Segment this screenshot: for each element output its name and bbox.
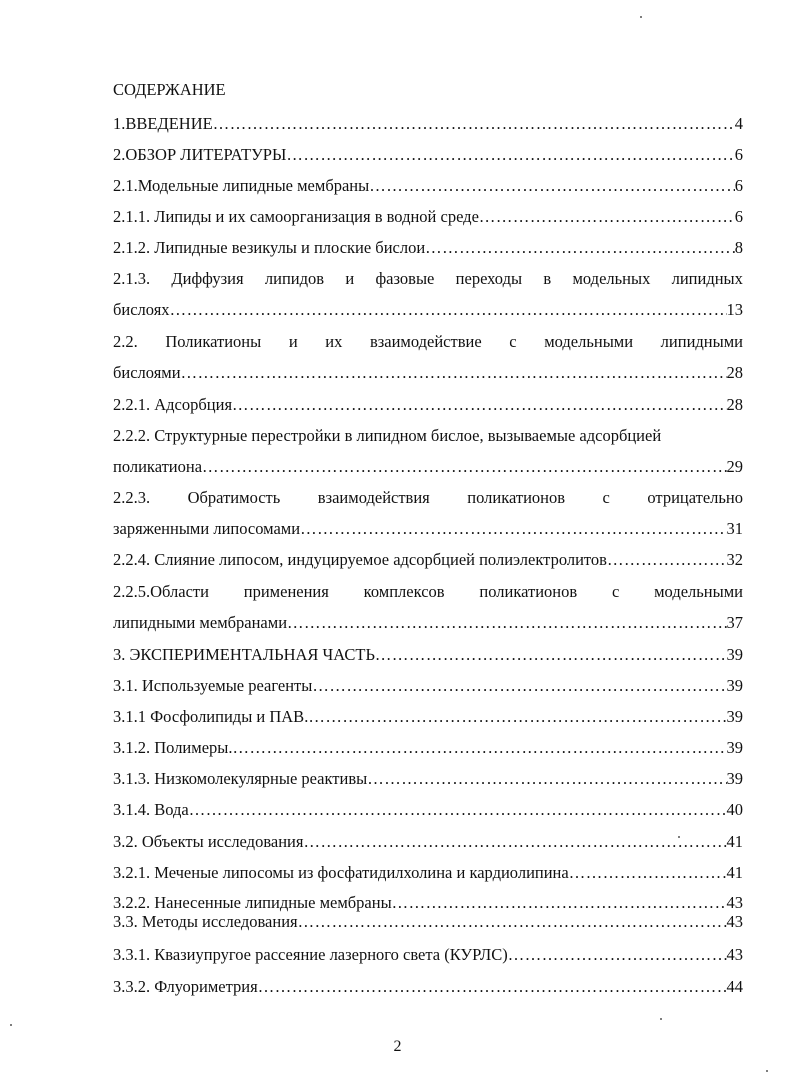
toc-entry-page: 39	[726, 738, 743, 757]
toc-entry	[113, 114, 743, 134]
toc-entry	[113, 676, 743, 696]
toc-entry-page: 28	[726, 363, 743, 382]
toc-entry-page: 44	[726, 977, 743, 996]
word: Диффузия	[171, 269, 244, 288]
toc-entry	[113, 863, 743, 883]
toc-entry-text: бислоями	[113, 363, 181, 382]
word: их	[325, 332, 343, 351]
scan-speck	[678, 836, 680, 838]
toc-entry	[113, 738, 743, 758]
toc-entry-text: 3.1.4. Вода	[113, 800, 189, 819]
toc-entry	[113, 800, 743, 820]
word: в	[543, 269, 552, 288]
toc-entry-page: 39	[726, 645, 743, 664]
toc-entry-text: 3.1.3. Низкомолекулярные реактивы	[113, 769, 368, 788]
word: липидов	[264, 269, 325, 288]
toc-entry-page: 4	[734, 114, 743, 133]
toc-entry	[113, 550, 743, 570]
toc-entry-page: 6	[734, 145, 743, 164]
word: с	[509, 332, 517, 351]
toc-title: СОДЕРЖАНИЕ	[113, 80, 226, 99]
toc-entry-page: 29	[726, 457, 743, 476]
toc-entry	[113, 395, 743, 415]
toc-entry-text: 3.3. Методы исследования	[113, 912, 298, 931]
toc-entry-text: 2.2.4. Слияние липосом, индуцируемое адсорбцией полиэлектролитов	[113, 550, 607, 569]
word: 2.1.3.	[113, 269, 151, 288]
word: отрицательно	[647, 488, 743, 507]
toc-entry-first-line: 2.2.2. Структурные перестройки в липидном бислое, вызываемые адсорбцией	[113, 426, 662, 445]
toc-entry	[113, 145, 743, 165]
toc-entry-page: 39	[726, 769, 743, 788]
word: взаимодействие	[369, 332, 482, 351]
scan-speck	[766, 1070, 768, 1072]
page-number: 2	[393, 1038, 402, 1055]
word: переходы	[455, 269, 523, 288]
toc-entry	[113, 207, 743, 227]
toc-entry	[113, 912, 743, 932]
toc-entry-page: 37	[726, 613, 743, 632]
toc-entry-page: 41	[726, 863, 743, 882]
toc-entry-page: 39	[726, 707, 743, 726]
word: и	[345, 269, 355, 288]
word: и	[288, 332, 298, 351]
toc-entry-text: 3.2. Объекты исследования	[113, 832, 304, 851]
toc-entry-first-line	[113, 582, 743, 602]
toc-entry	[113, 613, 743, 633]
toc-entry-text: 3.2.1. Меченые липосомы из фосфатидилхолина и кардиолипина	[113, 863, 569, 882]
toc-entry-text: заряженными липосомами	[113, 519, 301, 538]
toc-entry-page: 39	[726, 676, 743, 695]
toc-entry	[113, 707, 743, 727]
word: поликатионов	[467, 488, 566, 507]
word: поликатионов	[479, 582, 578, 601]
word: липидных	[671, 269, 743, 288]
toc-entry-text: 3.1.2. Полимеры.	[113, 738, 233, 757]
toc-entry-page: 43	[726, 912, 743, 931]
word: с	[602, 488, 610, 507]
word: комплексов	[363, 582, 445, 601]
toc-entry-page: 41	[726, 832, 743, 851]
word: модельными	[654, 582, 743, 601]
toc-entry-text: 3.1. Используемые реагенты	[113, 676, 313, 695]
toc-entry-page: 43	[726, 893, 743, 912]
toc-entry	[113, 300, 743, 320]
toc-entry	[113, 893, 743, 913]
toc-entry-page: 31	[726, 519, 743, 538]
toc-entry	[113, 645, 743, 665]
word: липидными	[660, 332, 743, 351]
toc-entry-text: 2.ОБЗОР ЛИТЕРАТУРЫ	[113, 145, 287, 164]
toc-entry	[113, 457, 743, 477]
toc-entry	[113, 977, 743, 997]
toc-entry-text: 3.1.1 Фосфолипиды и ПАВ.	[113, 707, 309, 726]
word: взаимодействия	[317, 488, 430, 507]
word: Обратимость	[187, 488, 281, 507]
scan-speck	[640, 16, 642, 18]
toc-entry-text: липидными мембранами	[113, 613, 288, 632]
toc-entry-page: 28	[726, 395, 743, 414]
toc-entry-text: 3.3.1. Квазиупругое рассеяние лазерного света (КУРЛС)	[113, 945, 508, 964]
toc-entry	[113, 519, 743, 539]
toc-entry	[113, 945, 743, 965]
toc-entry-first-line	[113, 332, 743, 352]
toc-entry	[113, 238, 743, 258]
toc-entry-text: бислоях	[113, 300, 170, 319]
toc-entry-page: 8	[734, 238, 743, 257]
word: фазовые	[375, 269, 435, 288]
toc-entry-text: 2.1.1. Липиды и их самоорганизация в водной среде	[113, 207, 479, 226]
toc-entry-first-line	[113, 269, 743, 289]
word: применения	[243, 582, 329, 601]
toc-entry-text: 2.2.1. Адсорбция	[113, 395, 233, 414]
toc-entry	[113, 769, 743, 789]
toc-entry-text: 1.ВВЕДЕНИЕ	[113, 114, 213, 133]
toc-entry-page: 6	[734, 176, 743, 195]
toc-entry-page: 43	[726, 945, 743, 964]
scan-speck	[10, 1024, 12, 1026]
word: 2.2.3.	[113, 488, 151, 507]
word: 2.2.	[113, 332, 138, 351]
toc-entry-text: 3.2.2. Нанесенные липидные мембраны	[113, 893, 392, 912]
toc-entry-text: 2.1.2. Липидные везикулы и плоские бислои	[113, 238, 426, 257]
toc-entry	[113, 363, 743, 383]
toc-entry-text: 3.3.2. Флуориметрия	[113, 977, 258, 996]
scan-speck	[660, 1018, 662, 1020]
toc-entry-page: 40	[726, 800, 743, 819]
toc-entry-text: 3. ЭКСПЕРИМЕНТАЛЬНАЯ ЧАСТЬ	[113, 645, 375, 664]
word: с	[611, 582, 620, 601]
toc-entry-page: 6	[734, 207, 743, 226]
toc-entry-page: 13	[726, 300, 743, 319]
word: модельными	[544, 332, 634, 351]
word: Поликатионы	[165, 332, 262, 351]
toc-entry	[113, 832, 743, 852]
toc-entry-text: 2.1.Модельные липидные мембраны	[113, 176, 370, 195]
toc-entry-first-line	[113, 488, 743, 508]
toc-entry-page: 32	[726, 550, 743, 569]
toc-entry	[113, 176, 743, 196]
word: 2.2.5.Области	[113, 582, 209, 601]
toc-entry-text: поликатиона	[113, 457, 203, 476]
word: модельных	[572, 269, 651, 288]
